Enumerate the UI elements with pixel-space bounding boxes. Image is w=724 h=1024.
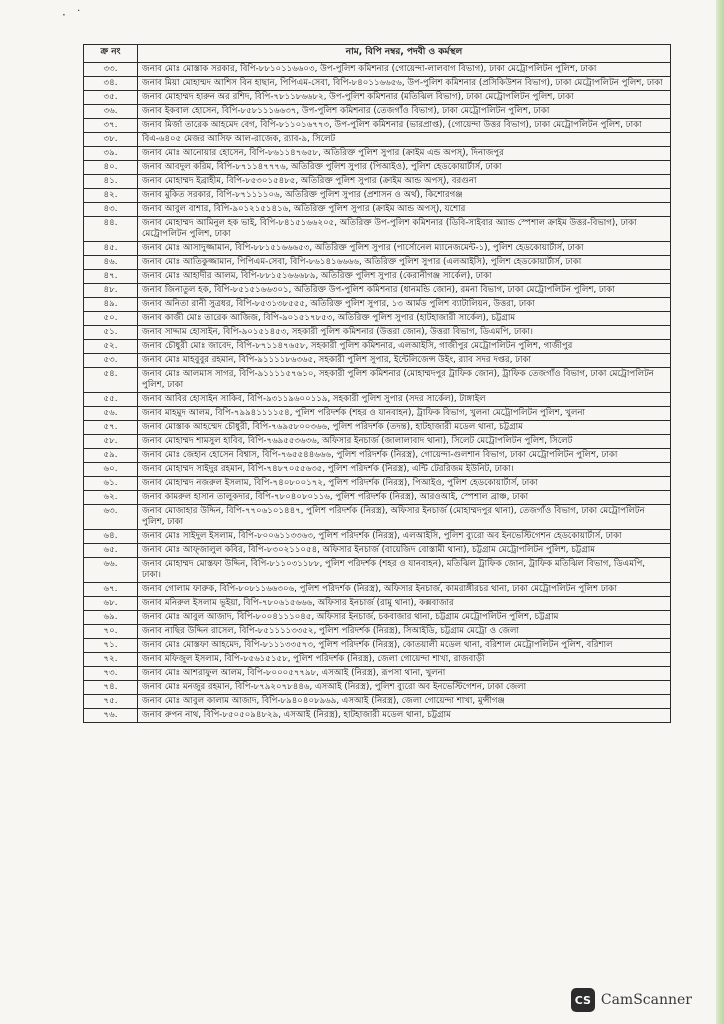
table-row — [84, 105, 671, 119]
officer-details: জনাব আবদুল করিম, বিপি-৮৭১১৪৭৭৭৬, অতিরিক্ত পুলিশ সুপার (পিআইও), পুলিশ হেডকোয়ার্টার্স, ঢাকা — [138, 161, 671, 175]
awardee-table — [83, 44, 671, 723]
camscanner-label: CamScanner — [600, 992, 692, 1008]
serial-number: ৩৬. — [84, 105, 138, 119]
officer-details: জনাব কামরুল হাসান তালুকদার, বিপি-৭৮০৪০৮০১১৬, পুলিশ পরিদর্শক (নিরস্ত্র), আরওআই, স্পেশাল ব্রাঞ্চ, ঢাকা — [138, 491, 671, 505]
serial-number: ৫৪. — [84, 368, 138, 393]
table-row — [84, 326, 671, 340]
officer-details: জনাব মোহাম্মদ নজরুল ইসলাম, বিপি-৭৪০৮০০১৭২, পুলিশ পরিদর্শক (নিরস্ত্র), পিআইও, পুলিশ হেডকোয়ার্টার্স, ঢাকা — [138, 477, 671, 491]
table-row — [84, 477, 671, 491]
serial-number: ৫২. — [84, 340, 138, 354]
table-row — [84, 709, 671, 723]
table-row — [84, 695, 671, 709]
officer-details: জনাব মাহমুদ আলম, বিপি-৭৯৯৪১১১১৫৪, পুলিশ পরিদর্শক (শহর ও যানবাহন), ট্রাফিক বিভাগ, খুলনা মেট্রোপলিটন পুলিশ, খুলনা — [138, 407, 671, 421]
serial-number: ৩৫. — [84, 91, 138, 105]
serial-number: ৬২. — [84, 491, 138, 505]
table-row — [84, 639, 671, 653]
table-row — [84, 583, 671, 597]
table-row — [84, 544, 671, 558]
table-row — [84, 354, 671, 368]
serial-number: ৬৩. — [84, 505, 138, 530]
serial-number: ৫৭. — [84, 421, 138, 435]
serial-number: ৭৬. — [84, 709, 138, 723]
table-row — [84, 161, 671, 175]
serial-number: ৬০. — [84, 463, 138, 477]
table-row — [84, 653, 671, 667]
officer-details: জনাব মোহাম্মদ সাইদুর রহমান, বিপি-৭৪৮৭০৫৫৬৩৫, পুলিশ পরিদর্শক (নিরস্ত্র), এন্টি টেররিজম ইউনিট, ঢাকা। — [138, 463, 671, 477]
officer-details: জনাব কাজী মোঃ তারেক আজিজ, বিপি-৯০১৫১৭৮৫৩, অতিরিক্ত পুলিশ সুপার (হাটহাজারী সার্কেল), চট্টগ্রাম — [138, 312, 671, 326]
table-row — [84, 597, 671, 611]
officer-details: জনাব অনিতা রানী সুত্রধর, বিপি-৮৫৩১৩৮৫৫৫, অতিরিক্ত পুলিশ সুপার, ১৩ আর্মড পুলিশ ব্যাটালিয়ন, উত্তরা, ঢাকা — [138, 298, 671, 312]
officer-details: জনাব মোহাম্মদ আমিনুল হক ভাই, বিপি-৮৪১৫১৬৬২০৫, অতিরিক্ত উপ-পুলিশ কমিশনার (ডিবি-সাইবার অ্যান্ড স্পেশাল ক্রাইম উত্তর-বিভাগ), ঢাকা মেট্রোপলিটন পুলিশ, ঢাকা — [138, 217, 671, 242]
officer-details: জনাব মোঃ আশরাফুল আলম, বিপি-৮০০০৫৭৭৯৮, এসআই (নিরস্ত্র), রূপসা থানা, খুলনা — [138, 667, 671, 681]
table-row — [84, 421, 671, 435]
table-row — [84, 133, 671, 147]
officer-details: জনাব চৌধুরী মোঃ জাবেদ, বিপি-৮৭১১৪৭৬৫৮, সহকারী পুলিশ কমিশনার, এলআইসি, গাজীপুর মেট্রোপলিটন পুলিশ, গাজীপুর — [138, 340, 671, 354]
table-row — [84, 435, 671, 449]
officer-details: জনাব নাছির উদ্দিন রাসেল, বিপি-৮৫১১১১৩৩৫২, পুলিশ পরিদর্শক (নিরস্ত্র), সিআইডি, চট্টগ্রাম মেট্রো ও জেলা — [138, 625, 671, 639]
serial-number: ৩৭. — [84, 119, 138, 133]
serial-number: ৪০. — [84, 161, 138, 175]
table-row — [84, 491, 671, 505]
officer-details: জনাব মোঃ আবুল আজাদ, বিপি-৮০০৪১১১০৪৫, অফিসার ইনচার্জ, চকবাজার থানা, চট্টগ্রাম মেট্রোপলিটন পুলিশ, চট্টগ্রাম — [138, 611, 671, 625]
officer-details: জনাব মোজাহার উদ্দিন, বিপি-৭৭০৬১০১৪৪৭, পুলিশ পরিদর্শক (নিরস্ত্র), অফিসার ইনচার্জ (মোহাম্মদপুর থানা), তেজগাঁও বিভাগ, ঢাকা মেট্রোপলিটন পুলিশ, ঢাকা — [138, 505, 671, 530]
camscanner-logo-icon: CS — [571, 988, 595, 1012]
table-row — [84, 119, 671, 133]
serial-number: ৬৫. — [84, 544, 138, 558]
table-row — [84, 530, 671, 544]
table-row — [84, 368, 671, 393]
table-row — [84, 463, 671, 477]
officer-details: জনাব মুকিত সরকার, বিপি-৮৭১১১১০৬, অতিরিক্ত পুলিশ সুপার (প্রশাসন ও অর্থ), কিশোরগঞ্জ — [138, 189, 671, 203]
table-row — [84, 449, 671, 463]
officer-details: জনাব মোঃ মোস্তাক সরকার, বিপি-৮৮১০১১৬৬০৩, উপ-পুলিশ কমিশনার (গোয়েন্দা-লালবাগ বিভাগ), ঢাকা মেট্রোপলিটন পুলিশ, ঢাকা — [138, 63, 671, 77]
officer-details: জনাব মোঃ আলমাস সাগর, বিপি-৯১১১১৫৭৬১০, সহকারী পুলিশ কমিশনার (মোহাম্মদপুর ট্রাফিক জোন), ট্রাফিক তেজগাঁও বিভাগ, ঢাকা মেট্রোপলিটন পুলিশ, ঢাকা — [138, 368, 671, 393]
officer-details: জনাব মোঃ মাহবুবুর রহমান, বিপি-৯১১১১৮৬৩৬৫, সহকারী পুলিশ সুপার, ইন্টেলিজেন্স উইং, র‍্যাব সদর দপ্তর, ঢাকা — [138, 354, 671, 368]
serial-number: ৩৯. — [84, 147, 138, 161]
table-row — [84, 505, 671, 530]
serial-number: ৪৭. — [84, 270, 138, 284]
serial-number: ৪৬. — [84, 256, 138, 270]
officer-details: জনাব মোহাম্মদ ইব্রাহীম, বিপি-৮৫৩০১৫৪৮৫, অতিরিক্ত পুলিশ সুপার (ক্রাইম আন্ড অপস্‌), বরগুনা — [138, 175, 671, 189]
serial-number: ৪৯. — [84, 298, 138, 312]
table-row — [84, 217, 671, 242]
serial-number: ৬১. — [84, 477, 138, 491]
officer-details: জনাব মোঃ আবুল কালাম আজাদ, বিপি-৮৯৪০৪০৮৯৬৯, এসআই (নিরস্ত্র), জেলা গোয়েন্দা শাখা, মুন্সীগঞ্জ — [138, 695, 671, 709]
table-row — [84, 284, 671, 298]
serial-number: ৭৪. — [84, 681, 138, 695]
officer-details: জনাব মনিরুল ইসলাম ভূইয়া, বিপি-৭৮০৬১৫৬৬৬, অফিসার ইনচার্জ (রামু থানা), কক্সবাজার — [138, 597, 671, 611]
officer-details: জনাব আবির হোসাইন সাকিব, বিপি-৯৩১১৯৬০০১১৯, সহকারী পুলিশ সুপার (সদর সার্কেল), টাঙ্গাইল — [138, 393, 671, 407]
serial-number: ৪৩. — [84, 203, 138, 217]
officer-details: জনাব মোঃ আসাদুজ্জামান, বিপি-৮৮১৫১৬৬৬৫৩, অতিরিক্ত পুলিশ সুপার (পার্সোনেল ম্যানেজমেন্ট-১), পুলিশ হেডকোয়ার্টার্স, ঢাকা — [138, 242, 671, 256]
officer-details: জনাব মফিজুল ইসলাম, বিপি-৮৫৬১৫১৫৮, পুলিশ পরিদর্শক (নিরস্ত্র), জেলা গোয়েন্দা শাখা, রাজবাড়ী — [138, 653, 671, 667]
table-row — [84, 270, 671, 284]
serial-number: ৭২. — [84, 653, 138, 667]
serial-number: ৪৮. — [84, 284, 138, 298]
table-row — [84, 298, 671, 312]
officer-details: জনাব মোঃ আফ্জালুল কবির, বিপি-৮৩০২১১০৫৪, অফিসার ইনচার্জ (বায়েজিদ বোস্তামী থানা), চট্টগ্রাম মেট্রোপলিটন পুলিশ, চট্টগ্রাম — [138, 544, 671, 558]
officer-details: জনাব মোঃ সাইদুল ইসলাম, বিপি-৮০০৬১১৩৩৬৩, পুলিশ পরিদর্শক (নিরস্ত্র), এলআইসি, পুলিশ ব্যুরো অব ইনভেস্টিগেশন হেডকোয়ার্টার্স, ঢাকা — [138, 530, 671, 544]
serial-number: ৫০. — [84, 312, 138, 326]
table-row — [84, 256, 671, 270]
officer-details: জনাব মোঃ মোস্তফা আহমেদ, বিপি-৮১১১৩৩৫৭৩, পুলিশ পরিদর্শক (নিরস্ত্র), কোতয়ালী মডেল থানা, বরিশাল মেট্রোপলিটন পুলিশ, বরিশাল — [138, 639, 671, 653]
table-row — [84, 558, 671, 583]
serial-number: ৪১. — [84, 175, 138, 189]
serial-number: ৬৬. — [84, 558, 138, 583]
table-row — [84, 63, 671, 77]
serial-number: ৬৮. — [84, 597, 138, 611]
serial-number: ৭৫. — [84, 695, 138, 709]
serial-number: ৩৩. — [84, 63, 138, 77]
serial-number: ৭০. — [84, 625, 138, 639]
table-row — [84, 242, 671, 256]
table-row — [84, 611, 671, 625]
table-row — [84, 681, 671, 695]
table-row — [84, 175, 671, 189]
serial-number: ৫৫. — [84, 393, 138, 407]
serial-number: ৪৪. — [84, 217, 138, 242]
details-header: নাম, বিপি নম্বর, পদবী ও কর্মস্থল — [138, 45, 671, 63]
officer-details: জনাব মোস্তাক আহম্মেদ চৌধুরী, বিপি-৭৬৯৫৮০০৩৬৬, পুলিশ পরিদর্শক (তদন্ত), হাটহাজারী মডেল থানা, চট্টগ্রাম — [138, 421, 671, 435]
officer-details: জনাব মোঃ আহাদীর আলম, বিপি-৮৮১৫১৬৬৬৮৯, অতিরিক্ত পুলিশ সুপার (কেরানীগঞ্জ সার্কেল), ঢাকা — [138, 270, 671, 284]
scan-specks: · ˙ — [62, 8, 85, 22]
table-row — [84, 625, 671, 639]
serial-number: ৪২. — [84, 189, 138, 203]
officer-details: জনাব আবুল বাশার, বিপি-৯০১২১৫১৪১৬, অতিরিক্ত পুলিশ সুপার (ক্রাইম আন্ড অপস্‌), যশোর — [138, 203, 671, 217]
camscanner-watermark — [571, 988, 692, 1012]
officer-details: বিএ-৬৪০৫ মেজর আসিফ আল-রাজেক, র‍্যাব-৯, সিলেট — [138, 133, 671, 147]
serial-number: ৭১. — [84, 639, 138, 653]
table-row — [84, 203, 671, 217]
officer-details: জনাব গোলাম ফারুক, বিপি-৮০৮১১৬৬৩০৬, পুলিশ পরিদর্শক (নিরস্ত্র), অফিসার ইনচার্জ, কামরাঙ্গীরচর থানা, ঢাকা মেট্রোপলিটন পুলিশ ঢাকা — [138, 583, 671, 597]
officer-details: জনাব মোঃ মনজুর রহমান, বিপি-৮৭৯২০৭৮৪৪৬, এসআই (নিরস্ত্র), পুলিশ ব্যুরো অব ইনভেস্টিগেশন, ঢাকা জেলা — [138, 681, 671, 695]
serial-number: ৫৩. — [84, 354, 138, 368]
table-row — [84, 312, 671, 326]
officer-details: জনাব সাদ্দাম হোসাইন, বিপি-৯০১৫১৪৫৩, সহকারী পুলিশ কমিশনার (উত্তরা জোন), উত্তরা বিভাগ, ডিএমপি, ঢাকা। — [138, 326, 671, 340]
table-row — [84, 407, 671, 421]
serial-number: ৬৭. — [84, 583, 138, 597]
officer-details: জনাব মিয়া মোহাম্মদ আশিস বিন হাছান, পিপিএম-সেবা, বিপি-৮৪০১১৬৬৫৬, উপ-পুলিশ কমিশনার (প্রসিকিউশন বিভাগ), ঢাকা মেট্রোপলিটন পুলিশ, ঢাকা — [138, 77, 671, 91]
officer-details: জনাব মোঃ আতিকুজ্জামান, পিপিএম-সেবা, বিপি-৮৬১৪১৬৬৬৬, অতিরিক্ত পুলিশ সুপার (এলআইসি), পুলিশ হেডকোয়ার্টার্স, ঢাকা — [138, 256, 671, 270]
serial-number: ৬৯. — [84, 611, 138, 625]
table-row — [84, 667, 671, 681]
officer-details: জনাব মির্জা তারেক আহমেদ বেগ, বিপি-৮১১০১৬৭৭৩, উপ-পুলিশ কমিশনার (ভারপ্রাপ্ত), (গোয়েন্দা উত্তর বিভাগ), ঢাকা মেট্রোপলিটন পুলিশ, ঢাকা — [138, 119, 671, 133]
table-row — [84, 77, 671, 91]
officer-details: জনাব মোহাম্মদ মোস্তফা উদ্দিন, বিপি-৮১১০৩১১৮৮, পুলিশ পরিদর্শক (শহর ও যানবাহন), মতিঝিল ট্রাফিক জোন, ট্রাফিক মতিঝিল বিভাগ, ডিএমপি, ঢাকা। — [138, 558, 671, 583]
table-row — [84, 393, 671, 407]
serial-number: ৩৮. — [84, 133, 138, 147]
officer-details: জনাব মোহাম্মদ শামসুল হাবিব, বিপি-৭৬৯৫৫৩৬৩৬, অফিসার ইনচার্জ (জালালাবাদ থানা), সিলেট মেট্রোপলিটন পুলিশ, সিলেট — [138, 435, 671, 449]
serial-number: ৫৬. — [84, 407, 138, 421]
serial-header: ক্র নং — [84, 45, 138, 63]
officer-details: জনাব জিনাতুল হক, বিপি-৮৫১৫১৬৬৩০১, অতিরিক্ত উপ-পুলিশ কমিশনার (ধানমন্ডি জোন), রমনা বিভাগ, ঢাকা মেট্রোপলিটন পুলিশ, ঢাকা — [138, 284, 671, 298]
serial-number: ৪৫. — [84, 242, 138, 256]
officer-details: জনাব ইকবাল হোসেন, বিপি-৮৫৮১১১৬৬৩৭, উপ-পুলিশ কমিশনার (তেজগাঁও বিভাগ), ঢাকা মেট্রোপলিটন পুলিশ, ঢাকা — [138, 105, 671, 119]
serial-number: ৬৪. — [84, 530, 138, 544]
serial-number: ৫৯. — [84, 449, 138, 463]
table-header-row — [84, 45, 671, 63]
table-row — [84, 147, 671, 161]
table-row — [84, 340, 671, 354]
table-row — [84, 91, 671, 105]
officer-details: জনাব রুপন নাথ, বিপি-৮৫০৫০৯৪৮২৯, এসআই (নিরস্ত্র), হাটহাজারী মডেল থানা, চট্টগ্রাম — [138, 709, 671, 723]
officer-details: জনাব মোহাম্মদ হারুন অর রশিদ, বিপি-৭৮১১৮৬৬৮২, উপ-পুলিশ কমিশনার (মতিঝিল বিভাগ), ঢাকা মেট্রোপলিটন পুলিশ, ঢাকা — [138, 91, 671, 105]
serial-number: ৭৩. — [84, 667, 138, 681]
serial-number: ৫৮. — [84, 435, 138, 449]
officer-details: জনাব মোঃ আনোয়ার হোসেন, বিপি-৮৬১১৪৭৬৫৮, অতিরিক্ত পুলিশ সুপার (ক্রাইম এন্ড অপস্‌), দিনাজপুর — [138, 147, 671, 161]
serial-number: ৩৪. — [84, 77, 138, 91]
table-row — [84, 189, 671, 203]
serial-number: ৫১. — [84, 326, 138, 340]
page-edge — [716, 0, 724, 1024]
officer-details: জনাব মোঃ জেহান হোসেন বিশ্বাস, বিপি-৭৬৫৫৪৪৬৬৬, পুলিশ পরিদর্শক (নিরস্ত্র), গোয়েন্দা-গুলশান বিভাগ, ঢাকা মেট্রোপলিটন পুলিশ, ঢাকা — [138, 449, 671, 463]
